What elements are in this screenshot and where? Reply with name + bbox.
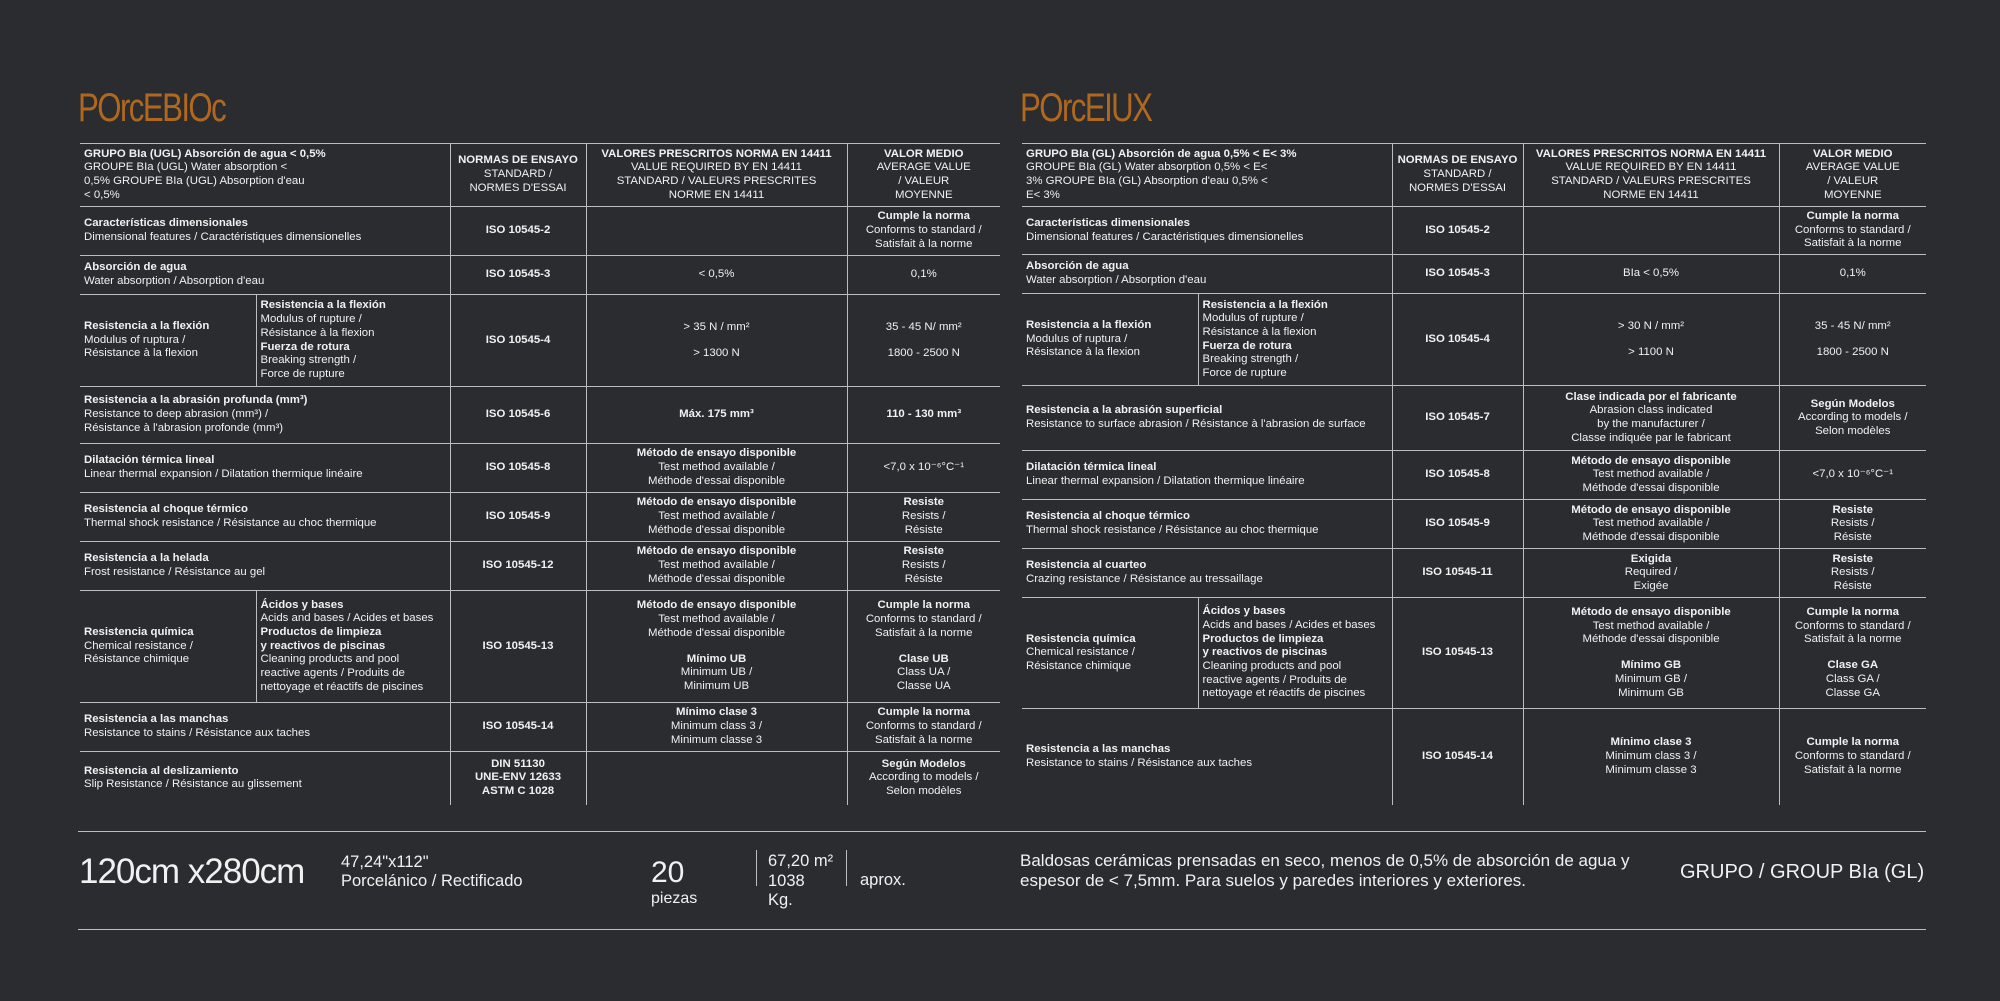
brand-logo-right: POrcEIUX [1020,86,1152,130]
footer-top-divider [78,831,1926,832]
table-row: Dilatación térmica lineal Linear thermal expansion / Dilatation thermique linéaire ISO 10545-8 Método de ensayo disponible Test method available / Méthode d'essai disponible <7,0 x 10⁻⁶°C⁻¹ [1022,451,1926,500]
footer-separator [756,850,757,886]
footer-bottom-divider [78,929,1926,930]
spec-table-right [1022,143,1926,805]
norm-header-cell: NORMAS DE ENSAYO STANDARD / NORMES D'ESSAI [450,144,586,207]
packing-info [768,852,833,911]
table-row: Características dimensionales Dimensional features / Caractéristiques dimensionelles ISO 10545-2 Cumple la norma Conforms to standard / Satisfait à la norme [1022,207,1926,255]
packing-area: 67,20 m² [768,852,834,870]
table-row: Resistencia a las manchas Resistance to stains / Résistance aux taches ISO 10545-14 Mínimo clase 3 Minimum class 3 / Minimum classe 3 Cumple la norma Conforms to standard / Satisfait à la norme [1022,709,1926,805]
table-row: Resistencia a las manchas Resistance to stains / Résistance aux taches ISO 10545-14 Mínimo clase 3 Minimum class 3 / Minimum classe 3 Cumple la norma Conforms to standard / Satisfait à la norme [80,703,1000,752]
table-row: Absorción de agua Water absorption / Absorption d'eau ISO 10545-3 < 0,5% 0,1% [80,256,1000,295]
avg-header-cell: VALOR MEDIO AVERAGE VALUE / VALEUR MOYENNE [847,144,1000,207]
spec-table-left [80,143,1000,805]
norm-header-cell: NORMAS DE ENSAYO STANDARD / NORMES D'ESSAI [1392,144,1523,207]
product-group: GRUPO / GROUP BIa (GL) [1680,861,1925,883]
table-row: Resistencia al cuarteo Crazing resistance / Résistance au tressaillage ISO 10545-11 Exigida Required / Exigée Resiste Resists / Résiste [1022,549,1926,598]
tile-dimensions-inches: 47,24"x112" [341,853,429,871]
footer-separator [846,850,847,886]
table-row: Resistencia al choque térmico Thermal shock resistance / Résistance au choc thermique ISO 10545-9 Método de ensayo disponible Test method available / Méthode d'essai disponible Resiste Resists / Résiste [80,493,1000,542]
packing-weight: 1038 [768,871,805,890]
tile-finish: Porcelánico / Rectificado [341,872,523,890]
table-row: Resistencia a la abrasión superficial Resistance to surface abrasion / Résistance à l'abrasion de surface ISO 10545-7 Clase indicada por el fabricante Abrasion class indicated by the manufacturer / Classe indiquée par le fabricant Según Modelos According to models / Selon modèles [1022,386,1926,451]
group-header-cell: GRUPO BIa (UGL) Absorción de agua < 0,5% GROUPE BIa (UGL) Water absorption < 0,5% GROUPE BIa (UGL) Absorption d'eau < 0,5% [80,144,450,207]
table-row: Resistencia a la helada Frost resistance / Résistance au gel ISO 10545-12 Método de ensayo disponible Test method available / Méthode d'essai disponible Resiste Resists / Résiste [80,542,1000,591]
brand-logo-left: POrcEBIOc [78,86,226,130]
table-row: Absorción de agua Water absorption / Absorption d'eau ISO 10545-3 BIa < 0,5% 0,1% [1022,255,1926,294]
group-header-cell: GRUPO BIa (GL) Absorción de agua 0,5% < E< 3% GROUPE BIa (GL) Water absorption 0,5% < E< 3% GROUPE BIa (GL) Absorption d'eau 0,5% < E< 3% [1022,144,1392,207]
table-row: Resistencia al deslizamiento Slip Resistance / Résistance au glissement DIN 51130 UNE-ENV 12633 ASTM C 1028 Según Modelos According to models / Selon modèles [80,752,1000,805]
avg-header-cell: VALOR MEDIO AVERAGE VALUE / VALEUR MOYENNE [1779,144,1926,207]
table-row: Resistencia a la flexión Modulus of ruptura / Résistance à la flexion Resistencia a la flexión Modulus of rupture / Résistance à la flexion Fuerza de rotura Breaking strength / Force de rupture ISO 10545-4 > 30 N / mm² > 1100 N 35 - 45 N/ mm² 1800 - 2500 N [1022,294,1926,386]
tile-specs [341,853,523,891]
product-description: Baldosas cerámicas prensadas en seco, menos de 0,5% de absorción de agua y espesor de < 7,5mm. Para suelos y paredes interiores y exteriores. [1020,851,1630,890]
table-row: Dilatación térmica lineal Linear thermal expansion / Dilatation thermique linéaire ISO 10545-8 Método de ensayo disponible Test method available / Méthode d'essai disponible <7,0 x 10⁻⁶°C⁻¹ [80,444,1000,493]
req-header-cell: VALORES PRESCRITOS NORMA EN 14411 VALUE REQUIRED BY EN 14411 STANDARD / VALEURS PRESCRITES NORME EN 14411 [1523,144,1779,207]
packing-weight-unit: Kg. [768,891,793,909]
tile-size: 120cm x280cm [79,852,305,891]
table-header [80,144,1000,207]
table-row: Resistencia a la abrasión profunda (mm³) Resistance to deep abrasion (mm³) / Résistance à l'abrasion profonde (mm³) ISO 10545-6 Máx. 175 mm³ 110 - 130 mm³ [80,387,1000,444]
req-header-cell: VALORES PRESCRITOS NORMA EN 14411 VALUE REQUIRED BY EN 14411 STANDARD / VALEURS PRESCRITES NORME EN 14411 [586,144,847,207]
table-header [1022,144,1926,207]
table-row: Resistencia química Chemical resistance / Résistance chimique Ácidos y bases Acids and bases / Acides et bases Productos de limpieza y reactivos de piscinas Cleaning products and pool reactive agents / Produits de nettoyage et réactifs de piscines ISO 10545-13 Método de ensayo disponible Test method available / Méthode d'essai disponible Mínimo GB Minimum GB / Minimum GB Cumple la norma Conforms to standard / Satisfait à la norme Clase GA Class GA / Classe GA [1022,598,1926,709]
table-row: Resistencia al choque térmico Thermal shock resistance / Résistance au choc thermique ISO 10545-9 Método de ensayo disponible Test method available / Méthode d'essai disponible Resiste Resists / Résiste [1022,500,1926,549]
table-row: Resistencia química Chemical resistance / Résistance chimique Ácidos y bases Acids and bases / Acides et bases Productos de limpieza y reactivos de piscinas Cleaning products and pool reactive agents / Produits de nettoyage et réactifs de piscines ISO 10545-13 Método de ensayo disponible Test method available / Méthode d'essai disponible Mínimo UB Minimum UB / Minimum UB Cumple la norma Conforms to standard / Satisfait à la norme Clase UB Class UA / Classe UA [80,591,1000,703]
pieces-count: 20 piezas [651,856,698,907]
table-row: Resistencia a la flexión Modulus of ruptura / Résistance à la flexion Resistencia a la flexión Modulus of rupture / Résistance à la flexion Fuerza de rotura Breaking strength / Force de rupture ISO 10545-4 > 35 N / mm² > 1300 N 35 - 45 N/ mm² 1800 - 2500 N [80,295,1000,387]
approx-label: aprox. [860,871,906,889]
table-row: Características dimensionales Dimensional features / Caractéristiques dimensionelles ISO 10545-2 Cumple la norma Conforms to standard / Satisfait à la norme [80,207,1000,256]
